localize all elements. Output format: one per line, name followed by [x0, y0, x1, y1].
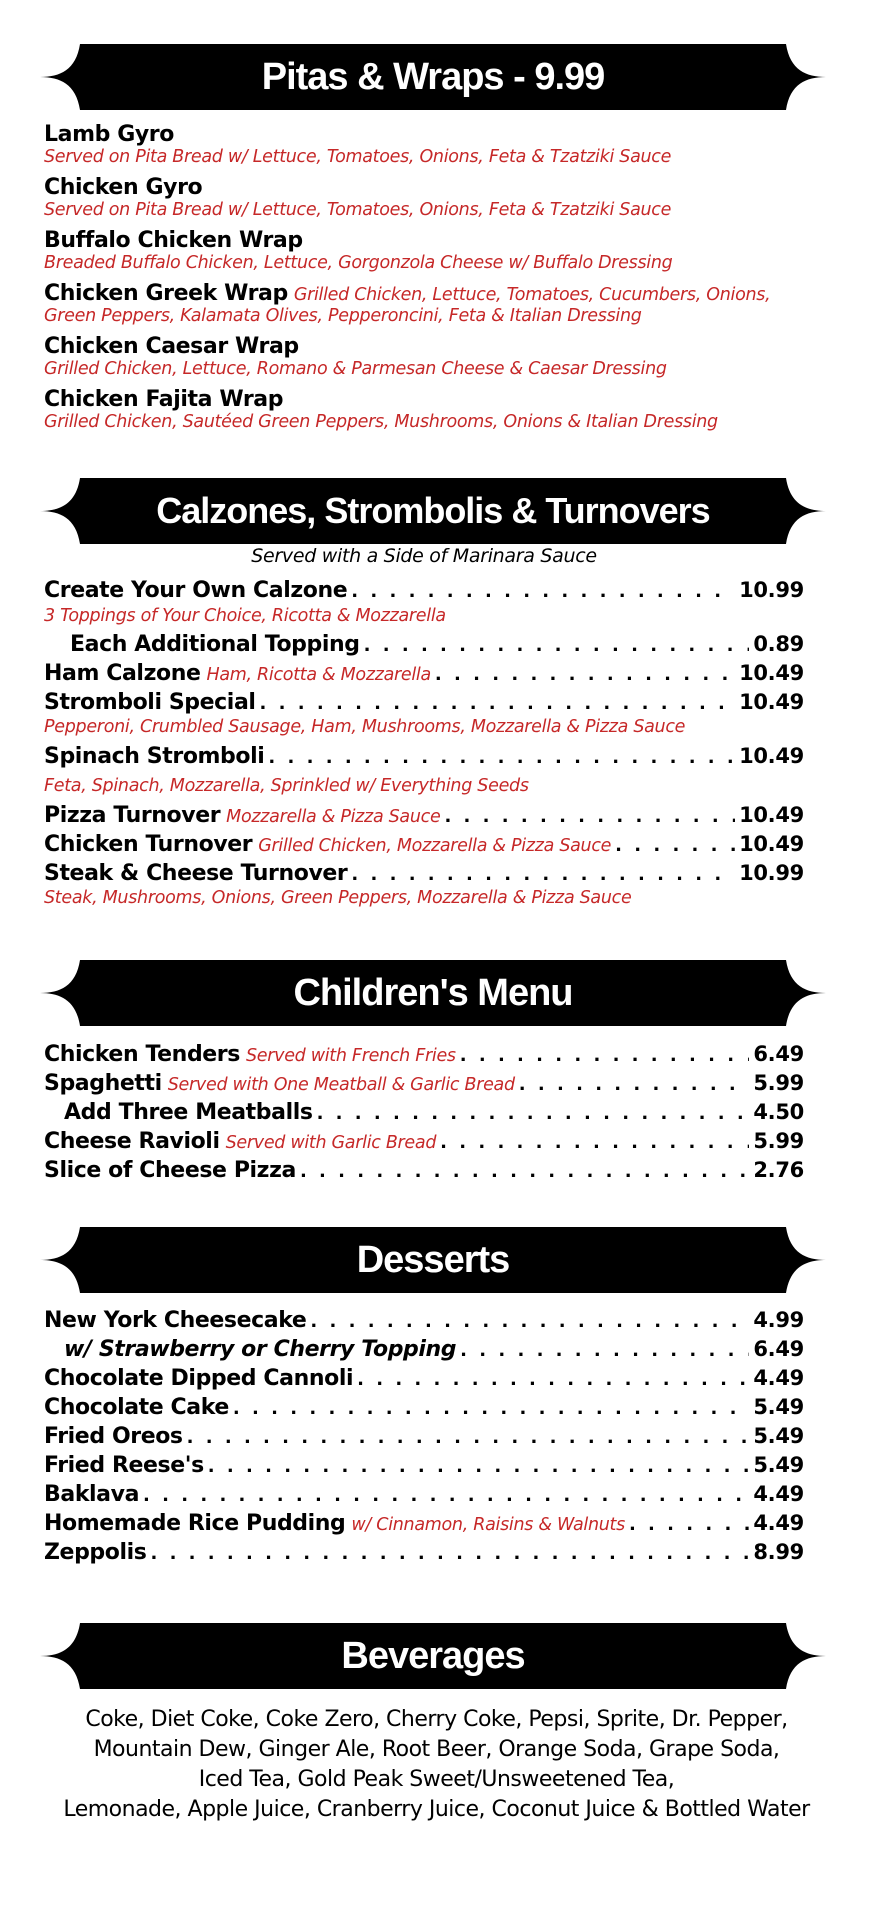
item-price: 10.99: [739, 861, 804, 885]
item-name: Spaghetti: [44, 1071, 162, 1096]
beverage-line: Mountain Dew, Ginger Ale, Root Beer, Orange Soda, Grape Soda,: [93, 1737, 780, 1762]
item-desc-inline: Mozzarella & Pizza Sauce: [226, 807, 441, 827]
item-price: 8.99: [753, 1540, 804, 1564]
item-name: Fried Reese's: [44, 1453, 204, 1478]
menu-item: [44, 387, 804, 440]
item-name: Chicken Turnover: [44, 832, 253, 857]
menu-item: [44, 281, 804, 334]
item-desc-inline: Ham, Ricotta & Mozzarella: [206, 665, 431, 685]
menu-item: [44, 1158, 804, 1187]
item-price: 2.76: [753, 1158, 804, 1182]
item-price: 4.49: [753, 1511, 804, 1535]
leader-dots: [150, 1543, 749, 1564]
beverage-line: Coke, Diet Coke, Coke Zero, Cherry Coke, Pepsi, Sprite, Dr. Pepper,: [85, 1707, 788, 1732]
leader-dots: [460, 1045, 750, 1066]
leader-dots: [519, 1074, 750, 1095]
menu-item: [44, 1366, 804, 1395]
item-price: 5.49: [753, 1453, 804, 1477]
item-name: Add Three Meatballs: [64, 1100, 313, 1125]
item-price: 0.89: [753, 632, 804, 656]
pitas-section: [44, 122, 804, 440]
item-name: Ham Calzone: [44, 661, 201, 686]
menu-item: [44, 122, 804, 175]
menu-item: [44, 744, 804, 803]
menu-item: [44, 1540, 804, 1569]
item-price: 5.99: [753, 1129, 804, 1153]
beverages-banner: [40, 1623, 826, 1689]
leader-dots: [233, 1398, 749, 1419]
item-name: Pizza Turnover: [44, 803, 221, 828]
menu-item: [44, 1308, 804, 1337]
leader-dots: [351, 864, 735, 885]
beverages-list: [30, 1705, 843, 1825]
beverage-line: Lemonade, Apple Juice, Cranberry Juice, Coconut Juice & Bottled Water: [63, 1797, 810, 1822]
children-banner: [40, 960, 826, 1026]
item-desc: Steak, Mushrooms, Onions, Green Peppers, Mozzarella & Pizza Sauce: [44, 888, 632, 908]
item-price: 5.99: [753, 1071, 804, 1095]
item-name: Chicken Fajita Wrap: [44, 387, 284, 412]
menu-item: [44, 175, 804, 228]
item-desc-inline: Served with Garlic Bread: [225, 1133, 437, 1153]
menu-item: [44, 1511, 804, 1540]
beverages-title: Beverages: [341, 1635, 525, 1677]
item-name: Lamb Gyro: [44, 122, 174, 147]
item-price: 5.49: [753, 1424, 804, 1448]
item-price: 4.50: [753, 1100, 804, 1124]
item-name: Chicken Gyro: [44, 175, 203, 200]
leader-dots: [143, 1485, 749, 1506]
item-name: w/ Strawberry or Cherry Topping: [64, 1337, 457, 1362]
pitas-title: Pitas & Wraps - 9.99: [261, 56, 605, 98]
leader-dots: [440, 1132, 749, 1153]
item-desc: Grilled Chicken, Sautéed Green Peppers, Mushrooms, Onions & Italian Dressing: [44, 412, 718, 432]
leader-dots: [435, 664, 735, 685]
desserts-banner: [40, 1227, 826, 1293]
menu-item: [44, 334, 804, 387]
item-name: Zeppolis: [44, 1540, 147, 1565]
menu-item: [44, 861, 804, 908]
item-price: 5.49: [753, 1395, 804, 1419]
item-price: 4.99: [753, 1308, 804, 1332]
item-desc: Grilled Chicken, Lettuce, Romano & Parmesan Cheese & Caesar Dressing: [44, 359, 667, 379]
menu-item: [44, 1482, 804, 1511]
menu-item: [44, 1453, 804, 1482]
menu-item: [44, 1424, 804, 1453]
leader-dots: [460, 1340, 749, 1361]
leader-dots: [357, 1369, 749, 1390]
leader-dots: [317, 1103, 750, 1124]
item-desc: Served on Pita Bread w/ Lettuce, Tomatoes, Onions, Feta & Tzatziki Sauce: [44, 200, 672, 220]
calzones-banner: [40, 478, 826, 544]
menu-item: [44, 1100, 804, 1129]
menu-item: [44, 632, 804, 661]
leader-dots: [310, 1311, 749, 1332]
menu-item: [44, 1337, 804, 1366]
leader-dots: [351, 581, 735, 602]
menu-item: [44, 1395, 804, 1424]
item-price: 10.49: [739, 661, 804, 685]
item-price: 10.49: [739, 744, 804, 768]
item-name: Cheese Ravioli: [44, 1129, 220, 1154]
item-name: Create Your Own Calzone: [44, 578, 348, 603]
leader-dots: [260, 693, 736, 714]
item-name: Baklava: [44, 1482, 140, 1507]
menu-item: [44, 690, 804, 744]
item-desc-inline: Served with French Fries: [245, 1046, 456, 1066]
item-desc: Feta, Spinach, Mozzarella, Sprinkled w/ Everything Seeds: [44, 776, 529, 796]
leader-dots: [364, 635, 750, 656]
item-price: 10.49: [739, 832, 804, 856]
item-price: 4.49: [753, 1482, 804, 1506]
menu-item: [44, 578, 804, 632]
item-name: Chicken Greek Wrap: [44, 281, 288, 306]
item-name: Chicken Caesar Wrap: [44, 334, 299, 359]
leader-dots: [268, 747, 735, 768]
menu-item: [44, 1071, 804, 1100]
item-desc: Breaded Buffalo Chicken, Lettuce, Gorgonzola Cheese w/ Buffalo Dressing: [44, 253, 673, 273]
item-price: 10.99: [739, 578, 804, 602]
item-desc-inline: w/ Cinnamon, Raisins & Walnuts: [351, 1515, 625, 1535]
menu-item: [44, 803, 804, 832]
item-name: Spinach Stromboli: [44, 744, 265, 769]
leader-dots: [615, 835, 735, 856]
item-name: Stromboli Special: [44, 690, 256, 715]
leader-dots: [300, 1161, 749, 1182]
children-title: Children's Menu: [293, 972, 573, 1014]
menu-item: [44, 661, 804, 690]
item-price: 6.49: [753, 1337, 804, 1361]
item-name: Steak & Cheese Turnover: [44, 861, 348, 886]
leader-dots: [444, 806, 735, 827]
item-name: Each Additional Topping: [70, 632, 360, 657]
menu-item: [44, 228, 804, 281]
desserts-section: [44, 1308, 804, 1569]
item-name: Chicken Tenders: [44, 1042, 240, 1067]
item-name: Homemade Rice Pudding: [44, 1511, 346, 1536]
calzones-subtitle: Served with a Side of Marinara Sauce: [251, 545, 597, 567]
item-name: New York Cheesecake: [44, 1308, 307, 1333]
leader-dots: [187, 1427, 750, 1448]
item-price: 10.49: [739, 690, 804, 714]
item-price: 4.49: [753, 1366, 804, 1390]
pitas-banner: [40, 44, 826, 110]
desserts-title: Desserts: [356, 1239, 510, 1281]
item-price: 10.49: [739, 803, 804, 827]
item-name: Chocolate Dipped Cannoli: [44, 1366, 354, 1391]
children-section: [44, 1042, 804, 1187]
item-desc-inline: Grilled Chicken, Mozzarella & Pizza Sauce: [258, 836, 612, 856]
item-desc: Pepperoni, Crumbled Sausage, Ham, Mushrooms, Mozzarella & Pizza Sauce: [44, 717, 686, 737]
item-name: Buffalo Chicken Wrap: [44, 228, 303, 253]
beverage-line: Iced Tea, Gold Peak Sweet/Unsweetened Tea,: [198, 1767, 675, 1792]
item-desc: Served on Pita Bread w/ Lettuce, Tomatoes, Onions, Feta & Tzatziki Sauce: [44, 147, 672, 167]
item-desc-inline: Served with One Meatball & Garlic Bread: [167, 1075, 515, 1095]
item-desc: Green Peppers, Kalamata Olives, Pepperoncini, Feta & Italian Dressing: [44, 306, 642, 326]
item-desc-inline: Grilled Chicken, Lettuce, Tomatoes, Cucumbers, Onions,: [293, 285, 771, 305]
leader-dots: [629, 1514, 749, 1535]
leader-dots: [208, 1456, 750, 1477]
item-price: 6.49: [753, 1042, 804, 1066]
item-name: Fried Oreos: [44, 1424, 183, 1449]
item-name: Slice of Cheese Pizza: [44, 1158, 296, 1183]
calzones-section: [44, 542, 804, 908]
menu-item: [44, 1042, 804, 1071]
menu-item: [44, 1129, 804, 1158]
item-desc: 3 Toppings of Your Choice, Ricotta & Mozzarella: [44, 606, 446, 626]
menu-item: [44, 832, 804, 861]
item-name: Chocolate Cake: [44, 1395, 229, 1420]
calzones-title: Calzones, Strombolis & Turnovers: [156, 490, 710, 531]
